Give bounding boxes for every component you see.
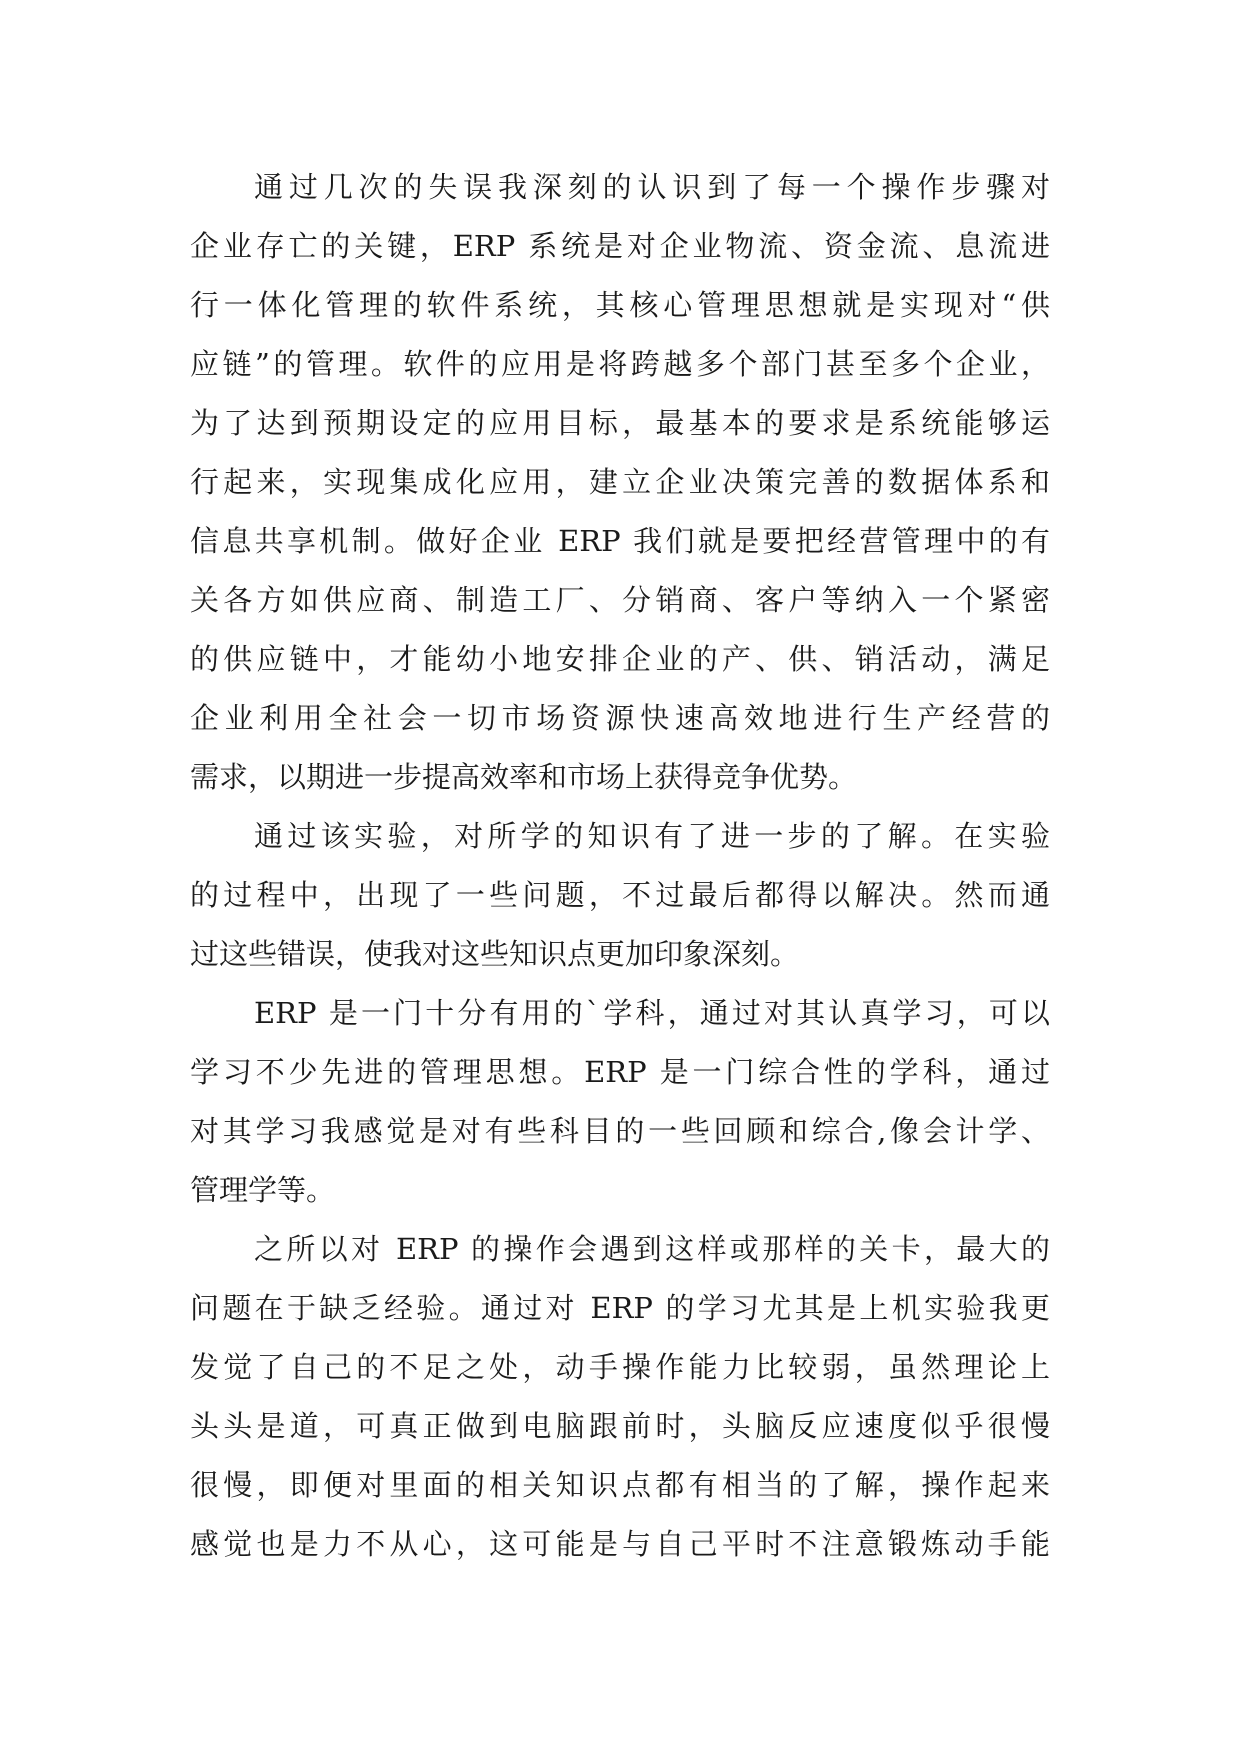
paragraph-1-line-8: 关各方如供应商、制造工厂、分销商、客户等纳入一个紧密	[190, 583, 1050, 617]
paragraph-2-line-3: 过这些错误，使我对这些知识点更加印象深刻。	[190, 937, 800, 971]
paragraph-2-line-1: 通过该实验，对所学的知识有了进一步的了解。在实验	[254, 819, 1050, 853]
paragraph-4-line-3: 发觉了自己的不足之处，动手操作能力比较弱，虽然理论上	[190, 1350, 1050, 1384]
paragraph-4-line-4: 头头是道，可真正做到电脑跟前时，头脑反应速度似乎很慢	[190, 1409, 1050, 1443]
paragraph-4-line-1: 之所以对 ERP 的操作会遇到这样或那样的关卡，最大的	[254, 1232, 1050, 1266]
paragraph-2-line-2: 的过程中，出现了一些问题，不过最后都得以解决。然而通	[190, 878, 1050, 912]
paragraph-1-line-7: 信息共享机制。做好企业 ERP 我们就是要把经营管理中的有	[190, 524, 1050, 558]
paragraph-3-line-4: 管理学等。	[190, 1173, 336, 1207]
paragraph-1-line-3: 行一体化管理的软件系统，其核心管理思想就是实现对“供	[190, 288, 1050, 322]
paragraph-1-line-6: 行起来，实现集成化应用，建立企业决策完善的数据体系和	[190, 465, 1050, 499]
paragraph-4-line-6: 感觉也是力不从心，这可能是与自己平时不注意锻炼动手能	[190, 1527, 1050, 1561]
paragraph-1-line-4: 应链”的管理。软件的应用是将跨越多个部门甚至多个企业，	[190, 347, 1050, 381]
paragraph-1-line-10: 企业利用全社会一切市场资源快速高效地进行生产经营的	[190, 701, 1050, 735]
paragraph-1-line-11: 需求，以期进一步提高效率和市场上获得竞争优势。	[190, 760, 858, 794]
paragraph-3-line-1: ERP 是一门十分有用的`学科，通过对其认真学习，可以	[254, 996, 1050, 1030]
paragraph-1-line-9: 的供应链中，才能幼小地安排企业的产、供、销活动，满足	[190, 642, 1050, 676]
paragraph-3-line-3: 对其学习我感觉是对有些科目的一些回顾和综合,像会计学、	[190, 1114, 1050, 1148]
document-body	[190, 158, 1050, 1574]
paragraph-4-line-5: 很慢，即便对里面的相关知识点都有相当的了解，操作起来	[190, 1468, 1050, 1502]
paragraph-1-line-5: 为了达到预期设定的应用目标，最基本的要求是系统能够运	[190, 406, 1050, 440]
paragraph-3-line-2: 学习不少先进的管理思想。ERP 是一门综合性的学科，通过	[190, 1055, 1050, 1089]
paragraph-1-line-1: 通过几次的失误我深刻的认识到了每一个操作步骤对	[254, 170, 1050, 204]
paragraph-1-line-2: 企业存亡的关键，ERP 系统是对企业物流、资金流、息流进	[190, 229, 1050, 263]
paragraph-4-line-2: 问题在于缺乏经验。通过对 ERP 的学习尤其是上机实验我更	[190, 1291, 1050, 1325]
